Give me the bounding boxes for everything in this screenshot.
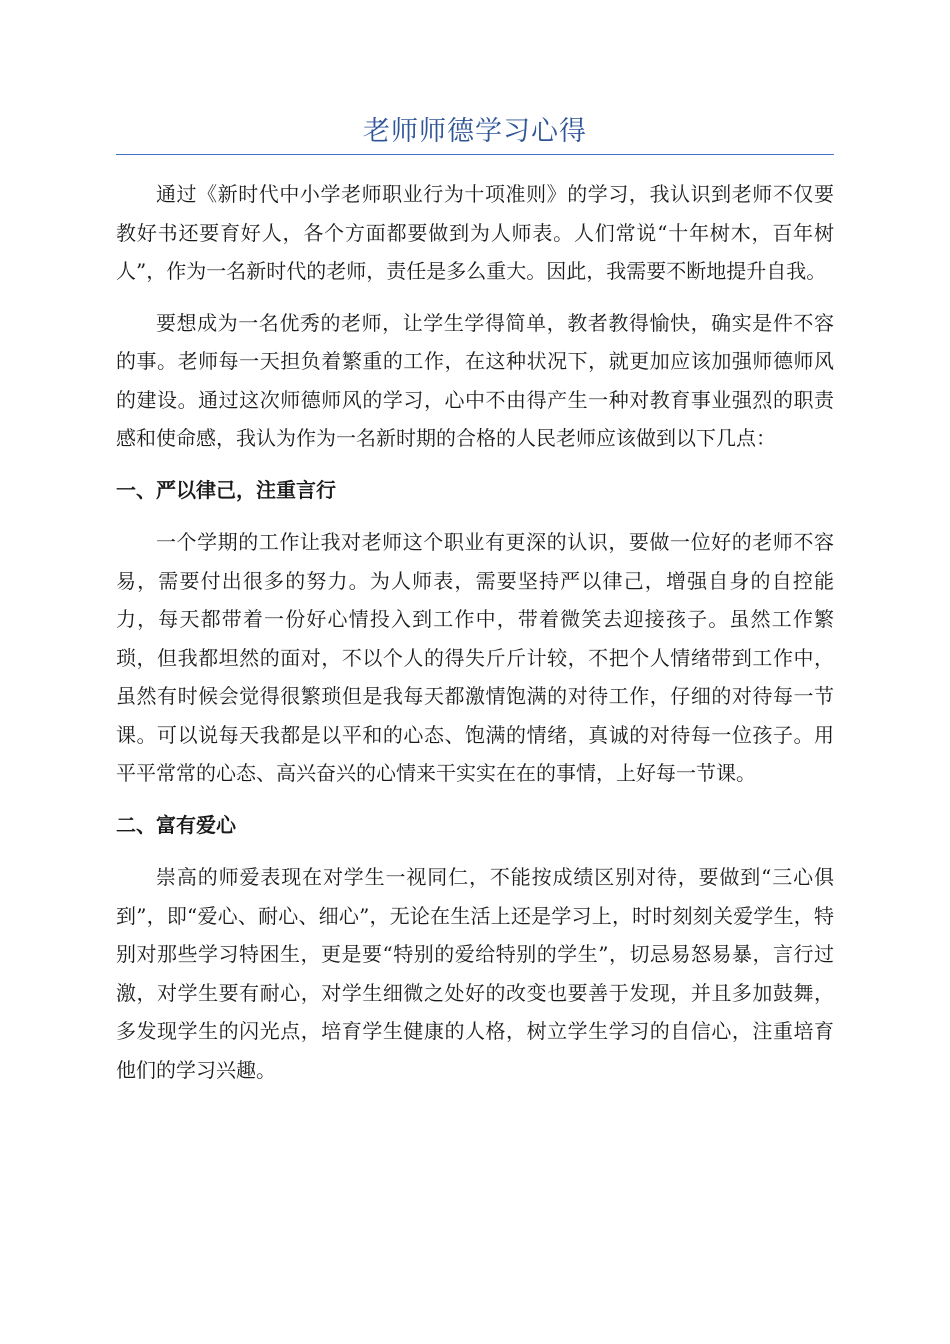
title-underline	[116, 154, 834, 155]
document-page	[116, 112, 834, 1089]
section-body-2: 崇高的师爱表现在对学生一视同仁，不能按成绩区别对待，要做到“三心俱到”，即“爱心、耐心、细心”，无论在生活上还是学习上，时时刻刻关爱学生，特别对那些学习特困生，更是要“特别的爱给特别的学生”，切忌易怒易暴，言行过激，对学生要有耐心，对学生细微之处好的改变也要善于发现，并且多加鼓舞，多发现学生的闪光点，培育学生健康的人格，树立学生学习的自信心，注重培育他们的学习兴趣。	[116, 865, 834, 1082]
intro-paragraph: 通过《新时代中小学老师职业行为十项准则》的学习，我认识到老师不仅要教好书还要育好人，各个方面都要做到为人师表。人们常说“十年树木，百年树人”，作为一名新时代的老师，责任是多么重大。因此，我需要不断地提升自我。	[116, 182, 834, 283]
document-title: 老师师德学习心得	[363, 116, 587, 147]
section-heading-2: 二、富有爱心	[116, 812, 236, 837]
section-heading-1: 一、严以律己，注重言行	[116, 477, 336, 502]
second-paragraph: 要想成为一名优秀的老师，让学生学得简单，教者教得愉快，确实是件不容的事。老师每一天担负着繁重的工作，在这种状况下，就更加应该加强师德师风的建设。通过这次师德师风的学习，心中不由得产生一种对教育事业强烈的职责感和使命感，我认为作为一名新时期的合格的人民老师应该做到以下几点：	[116, 310, 834, 450]
section-body-1: 一个学期的工作让我对老师这个职业有更深的认识，要做一位好的老师不容易，需要付出很多的努力。为人师表，需要坚持严以律己，增强自身的自控能力，每天都带着一份好心情投入到工作中，带着微笑去迎接孩子。虽然工作繁琐，但我都坦然的面对，不以个人的得失斤斤计较，不把个人情绪带到工作中，虽然有时候会觉得很繁琐但是我每天都激情饱满的对待工作，仔细的对待每一节课。可以说每天我都是以平和的心态、饱满的情绪，真诚的对待每一位孩子。用平平常常的心态、高兴奋兴的心情来干实实在在的事情，上好每一节课。	[116, 530, 834, 785]
